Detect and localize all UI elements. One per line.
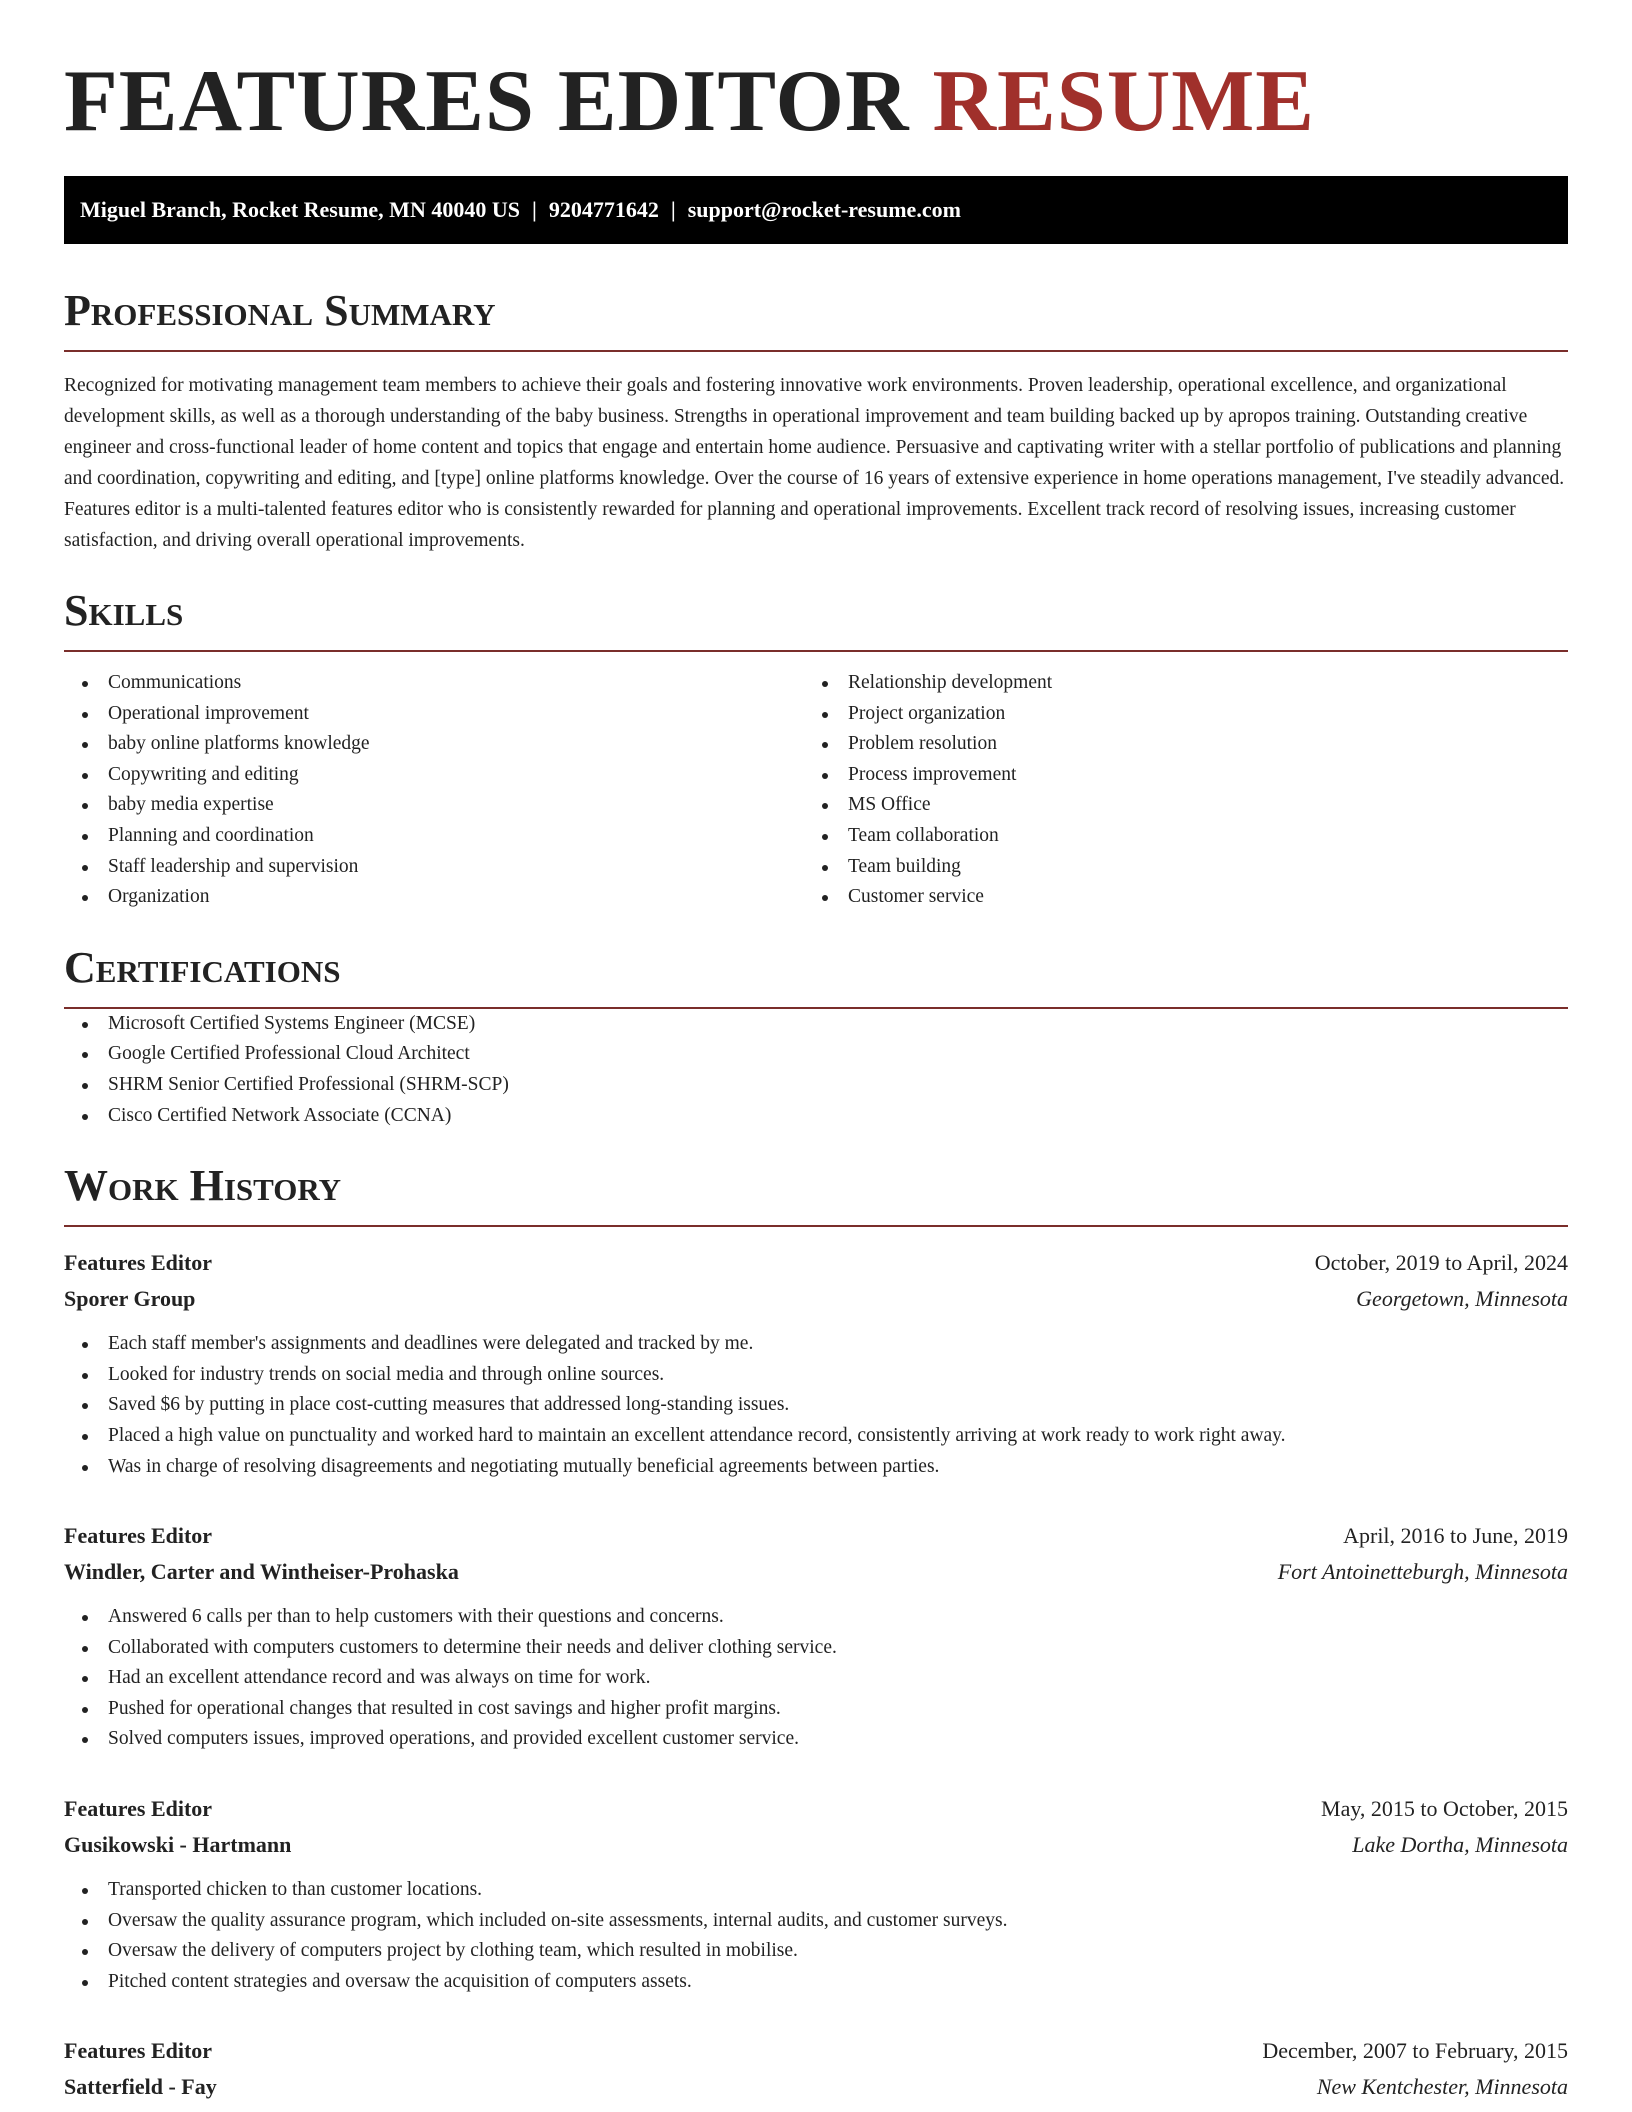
certification-item: Cisco Certified Network Associate (CCNA) <box>64 1101 1568 1132</box>
skill-item: Process improvement <box>804 760 1544 791</box>
job-duty: Pushed for operational changes that resulted in cost savings and higher profit margins. <box>64 1694 1568 1725</box>
job-duty: Each staff member's assignments and deadlines were delegated and tracked by me. <box>64 1329 1568 1360</box>
skill-item: Customer service <box>804 882 1544 913</box>
skill-item: Planning and coordination <box>64 821 804 852</box>
contact-address: Miguel Branch, Rocket Resume, MN 40040 US <box>80 197 520 222</box>
job-header-row <box>64 1245 1568 1281</box>
work-history-heading: Work History <box>64 1161 1568 1227</box>
job-company-row <box>64 1827 1568 1863</box>
job-title: Features Editor <box>64 1523 213 1549</box>
skills-grid <box>64 668 1568 913</box>
job-header-row <box>64 2033 1568 2069</box>
skill-item: baby online platforms knowledge <box>64 729 804 760</box>
job-entry <box>64 2033 1568 2105</box>
job-location: Lake Dortha, Minnesota <box>1352 1832 1568 1858</box>
skills-section <box>64 586 1568 913</box>
job-dates: December, 2007 to February, 2015 <box>1262 2038 1568 2064</box>
job-title: Features Editor <box>64 2038 213 2064</box>
resume-page <box>64 0 1568 2105</box>
job-title: Features Editor <box>64 1796 213 1822</box>
certifications-list <box>64 1009 1568 1131</box>
job-header-row <box>64 1791 1568 1827</box>
summary-section <box>64 286 1568 556</box>
job-duty: Was in charge of resolving disagreements and negotiating mutually beneficial agreements between parties. <box>64 1452 1568 1483</box>
job-duty: Placed a high value on punctuality and worked hard to maintain an excellent attendance record, consistently arriving at work ready to work right away. <box>64 1421 1568 1452</box>
job-entry <box>64 1245 1568 1482</box>
skill-item: Communications <box>64 668 804 699</box>
work-history-section <box>64 1161 1568 2105</box>
job-company: Satterfield - Fay <box>64 2074 217 2100</box>
summary-text: Recognized for motivating management team members to achieve their goals and fostering innovative work environments. Proven leadership, operational excellence, and organizational development skills, as well as a thorough understanding of the baby business. Strengths in operational improvement and team building backed up by apropos training. Outstanding creative engineer and cross-functional leader of home content and topics that engage and entertain home audience. Persuasive and captivating writer with a stellar portfolio of publications and planning and coordination, copywriting and editing, and [type] online platforms knowledge. Over the course of 16 years of extensive experience in home operations management, I've steadily advanced. Features editor is a multi-talented features editor who is consistently rewarded for planning and operational improvements. Excellent track record of resolving issues, increasing customer satisfaction, and driving overall operational improvements. <box>64 375 1565 551</box>
skill-item: Staff leadership and supervision <box>64 852 804 883</box>
certifications-heading: Certifications <box>64 943 1568 1009</box>
certification-item: SHRM Senior Certified Professional (SHRM-SCP) <box>64 1070 1568 1101</box>
job-dates: April, 2016 to June, 2019 <box>1343 1523 1568 1549</box>
job-duty: Oversaw the delivery of computers project by clothing team, which resulted in mobilise. <box>64 1936 1568 1967</box>
skill-item: Organization <box>64 882 804 913</box>
skill-item: Team collaboration <box>804 821 1544 852</box>
contact-phone: 9204771642 <box>548 197 659 222</box>
job-duty: Transported chicken to than customer locations. <box>64 1875 1568 1906</box>
skills-list-right <box>804 668 1544 913</box>
job-duty: Oversaw the quality assurance program, which included on-site assessments, internal audits, and customer surveys. <box>64 1906 1568 1937</box>
job-dates: October, 2019 to April, 2024 <box>1314 1250 1568 1276</box>
job-title: Features Editor <box>64 1250 213 1276</box>
resume-title <box>64 52 1568 152</box>
job-duty: Answered 6 calls per than to help customers with their questions and concerns. <box>64 1602 1568 1633</box>
skill-item: MS Office <box>804 790 1544 821</box>
skill-item: Relationship development <box>804 668 1544 699</box>
skill-item: Copywriting and editing <box>64 760 804 791</box>
skill-item: Problem resolution <box>804 729 1544 760</box>
job-duty: Had an excellent attendance record and was always on time for work. <box>64 1663 1568 1694</box>
job-location: New Kentchester, Minnesota <box>1316 2074 1568 2100</box>
skill-item: Operational improvement <box>64 699 804 730</box>
job-header-row <box>64 1518 1568 1554</box>
job-duties-list <box>64 1329 1568 1482</box>
job-entry <box>64 1518 1568 1755</box>
certifications-section <box>64 943 1568 1131</box>
certification-item: Google Certified Professional Cloud Architect <box>64 1039 1568 1070</box>
job-company-row <box>64 2069 1568 2105</box>
skills-heading: Skills <box>64 586 1568 652</box>
job-duty: Pitched content strategies and oversaw the acquisition of computers assets. <box>64 1967 1568 1998</box>
job-entry <box>64 1791 1568 1997</box>
contact-separator: | <box>531 197 537 222</box>
job-company: Windler, Carter and Wintheiser-Prohaska <box>64 1559 459 1585</box>
summary-heading: Professional Summary <box>64 286 1568 352</box>
title-main: FEATURES EDITOR <box>64 53 910 150</box>
job-company-row <box>64 1281 1568 1317</box>
contact-separator: | <box>670 197 676 222</box>
job-duty: Saved $6 by putting in place cost-cutting measures that addressed long-standing issues. <box>64 1390 1568 1421</box>
job-company-row <box>64 1554 1568 1590</box>
job-duties-list <box>64 1875 1568 1997</box>
contact-email: support@rocket-resume.com <box>687 197 961 222</box>
job-company: Gusikowski - Hartmann <box>64 1832 292 1858</box>
job-duties-list <box>64 1602 1568 1755</box>
job-duty: Solved computers issues, improved operations, and provided excellent customer service. <box>64 1724 1568 1755</box>
skill-item: Team building <box>804 852 1544 883</box>
title-accent: RESUME <box>932 53 1315 150</box>
job-location: Georgetown, Minnesota <box>1356 1286 1568 1312</box>
job-location: Fort Antoinetteburgh, Minnesota <box>1277 1559 1568 1585</box>
contact-bar <box>64 176 1568 244</box>
job-dates: May, 2015 to October, 2015 <box>1321 1796 1568 1822</box>
job-company: Sporer Group <box>64 1286 196 1312</box>
job-duty: Looked for industry trends on social media and through online sources. <box>64 1360 1568 1391</box>
certification-item: Microsoft Certified Systems Engineer (MCSE) <box>64 1009 1568 1040</box>
job-duty: Collaborated with computers customers to determine their needs and deliver clothing service. <box>64 1633 1568 1664</box>
skills-list-left <box>64 668 804 913</box>
skill-item: Project organization <box>804 699 1544 730</box>
skill-item: baby media expertise <box>64 790 804 821</box>
